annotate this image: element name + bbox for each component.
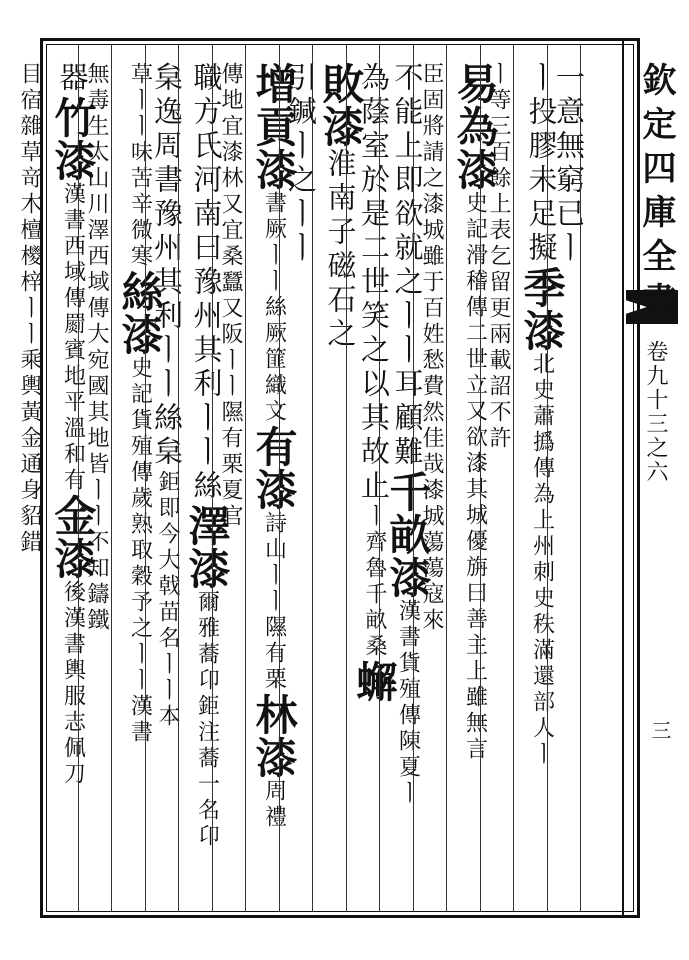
entry-heading: 竹漆 <box>48 96 98 182</box>
text-run: 一意無窮已ㅣ <box>552 62 586 266</box>
text-run: 職方氏河南曰豫州其利ㅣㅣ絲 <box>189 62 224 504</box>
text-column <box>115 62 165 746</box>
text-column <box>18 62 40 556</box>
column-rule <box>346 44 347 912</box>
margin-page-number: 三 <box>648 720 672 740</box>
text-run: 書厥ㅣㅣ絲厥篚織文 <box>261 191 287 425</box>
text-column <box>517 62 567 768</box>
entry-heading: 有漆 <box>249 425 299 511</box>
text-run: 詩山ㅣㅣ隰有栗 <box>261 511 287 693</box>
column-rule <box>547 44 548 912</box>
text-run: 不能上即欲就之ㅣㅣ耳顧難 <box>390 62 425 470</box>
entry-heading: 敗漆 <box>316 62 366 148</box>
text-run: 無毒生太山川澤 <box>84 62 109 244</box>
text-run: 鉅即今大戟苗名ㅣㅣ本 <box>155 470 180 730</box>
text-run: ㅣ投膠未足擬 <box>524 62 559 266</box>
text-run: 漢書貨殖傳陳夏ㅣ <box>395 599 421 807</box>
column-rule <box>446 44 447 912</box>
text-run: 又阪ㅣㅣ隰有栗 <box>218 296 243 478</box>
column-rule <box>312 44 313 912</box>
text-run: 後漢書輿服志佩刀 <box>60 580 86 788</box>
text-run: 史記滑稽傳二世立又欲漆其城優旃曰善主上雖無言 <box>462 191 488 763</box>
column-rule <box>145 44 146 912</box>
column-rule <box>480 44 481 912</box>
column-rule <box>279 44 280 912</box>
text-run: ㅣ等三百餘上表乞留更兩載詔不許 <box>486 62 511 452</box>
entry-heading: 增貢漆 <box>249 62 299 191</box>
text-run: 為蔭室於是二世笑之以其故止 <box>357 62 391 504</box>
text-run: 北史蕭撝傳為上州刺史秩滿還部人ㅣ <box>529 352 555 768</box>
column-rule <box>379 44 380 912</box>
column-rule <box>212 44 213 912</box>
column-rule <box>413 44 414 912</box>
entry-heading: 林漆 <box>249 693 299 779</box>
text-run: 枲逸周書豫州其利ㅣㅣ絲枲 <box>150 62 184 470</box>
entry-heading: 絲漆 <box>115 270 165 356</box>
column-rule <box>513 44 514 912</box>
column-rule <box>245 44 246 912</box>
column-rule <box>178 44 179 912</box>
entry-heading: 金漆 <box>48 494 98 580</box>
text-run: 漢書西域傳罽賓地平溫和有 <box>60 182 86 494</box>
column-rule <box>78 44 79 912</box>
column-rule <box>111 44 112 912</box>
text-run: 爾雅蕎卬鉅注蕎一名卬 <box>194 590 220 850</box>
column-rule <box>580 44 581 912</box>
text-run: 目宿雜草竒木檀㯶梓ㅣㅣ <box>17 62 42 348</box>
text-run: 西域傳大宛國其地皆ㅣㅣ不知鑄鐵 <box>84 244 109 634</box>
entry-heading: 為漆 <box>450 105 500 191</box>
text-run: 器 <box>55 62 90 96</box>
entry-heading: 季漆 <box>517 266 567 352</box>
text-run: 臣固將請之漆城雖于百姓愁費然佳哉漆城蕩蕩寇來 <box>419 62 444 634</box>
text-column <box>249 62 299 831</box>
text-run: 夏官 <box>218 478 243 530</box>
text-run: 草ㅣㅣ味苦辛微寒 <box>127 62 153 270</box>
margin-volume-label: 卷九十三之六 <box>643 340 668 484</box>
entry-heading: 澤漆 <box>182 504 232 590</box>
entry-heading: 千畝漆 <box>383 470 433 599</box>
text-run: 傳地宜漆林又宜桑蠶 <box>218 62 243 296</box>
text-run: 乘輿黃金通身貂錯 <box>17 348 42 556</box>
text-run: 引鍼ㅣ之ㅣㅣ <box>284 62 318 266</box>
margin-book-title: 欽定四庫全書 <box>636 62 676 326</box>
text-run: 淮南子磁石之 <box>323 148 358 352</box>
entry-heading: 蠏 <box>350 660 399 703</box>
entry-heading: 易 <box>450 62 500 105</box>
text-run: 周禮 <box>261 779 287 831</box>
text-run: ㅣ齊魯千畝桑 <box>362 504 387 660</box>
text-column <box>316 62 366 352</box>
text-run: 史記貨殖傳歲熟取穀予之ㅣㅣ漢書 <box>127 356 153 746</box>
